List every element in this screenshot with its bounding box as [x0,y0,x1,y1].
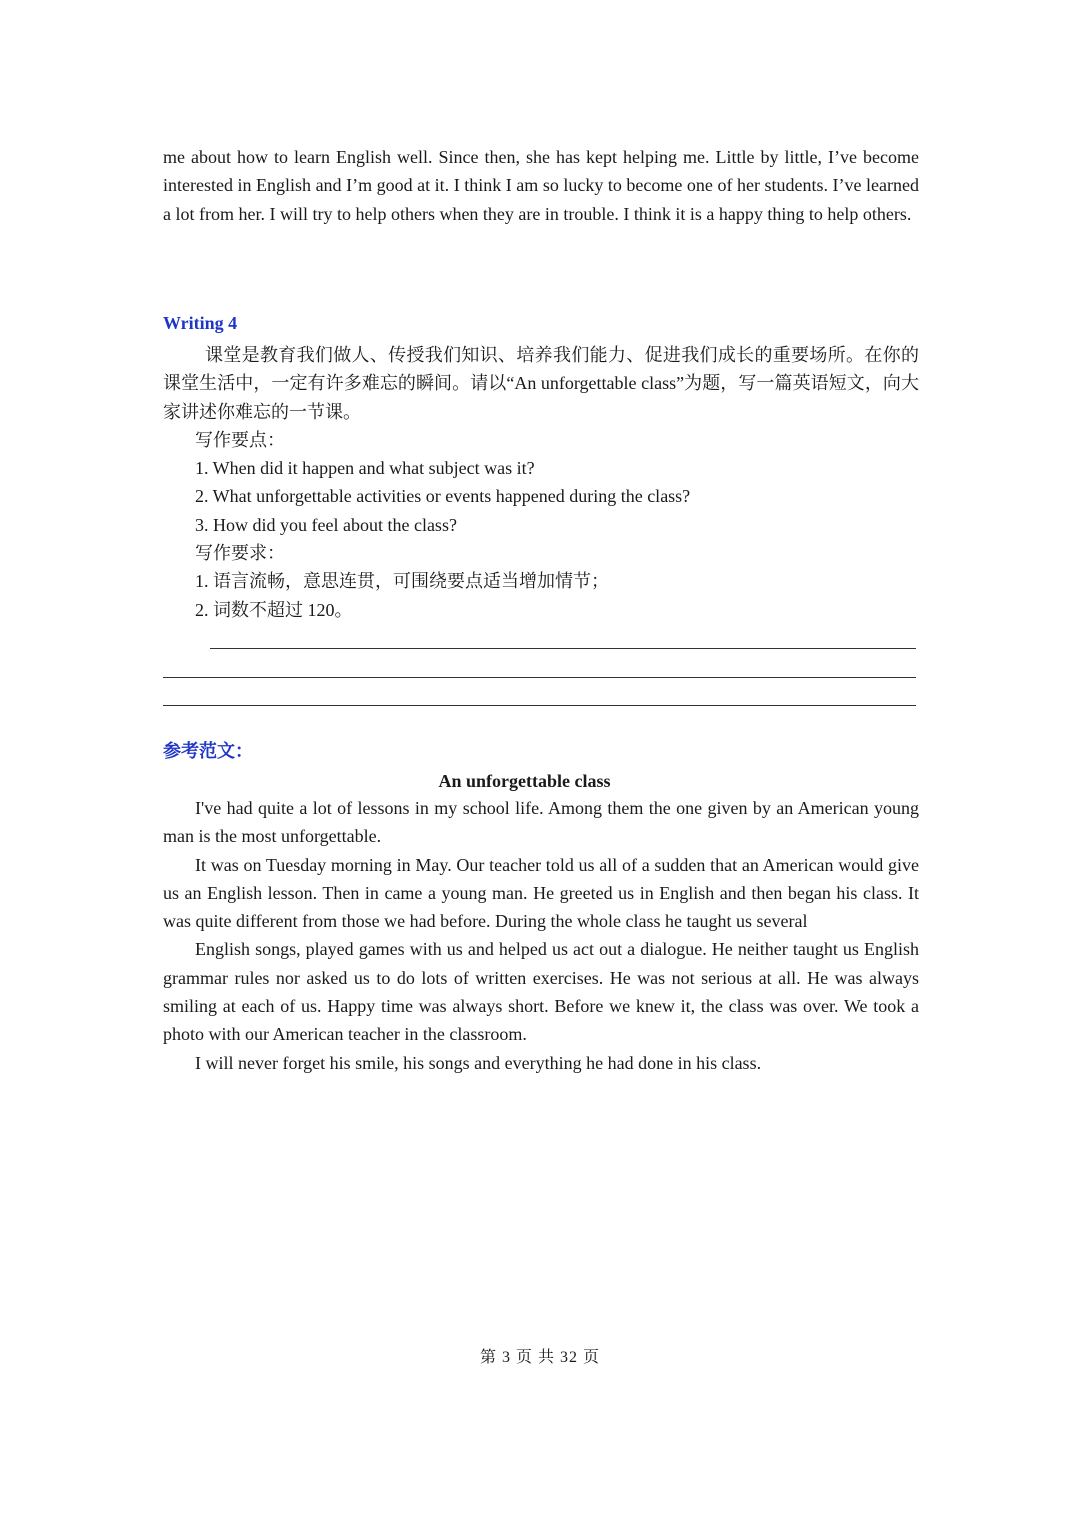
answer-line [163,677,916,678]
requirement-item: 2. 词数不超过 120。 [195,599,353,620]
essay-paragraph: I will never forget his smile, his songs and everything he had done in his class. [195,1052,762,1073]
essay-body [163,794,919,1077]
essay-paragraph: I've had quite a lot of lessons in my school life. Among them the one given by an American young man is the most unforgettable. [163,798,919,847]
writing-heading: Writing 4 [163,313,238,333]
point-item: 3. How did you feel about the class? [195,514,457,535]
essay-paragraph: It was on Tuesday morning in May. Our teacher told us all of a sudden that an American would give us an English lesson. Then in came a young man. He greeted us in English and then began his class. It was quite different from those we had before. During the whole class he taught us several [163,854,919,932]
writing-task-block [163,341,919,624]
intro-text-block [163,143,919,228]
essay-paragraph: English songs, played games with us and helped us act out a dialogue. He neither taught us English grammar rules nor asked us to do lots of written exercises. He was not serious at all. He was always smiling at each of us. Happy time was always short. Before we knew it, the class was over. We took a photo with our American teacher in the classroom. [163,939,919,1045]
reference-heading: 参考范文： [163,741,253,761]
essay-title: An unforgettable class [438,771,611,791]
intro-paragraph: me about how to learn English well. Since then, she has kept helping me. Little by little, I’ve become interested in English and I’m good at it. I think I am so lucky to become one of her students. I’ve learned a lot from her. I will try to help others when they are in trouble. I think it is a happy thing to help others. [163,147,919,224]
points-label: 写作要点： [195,429,285,450]
writing-prompt: 课堂是教育我们做人、传授我们知识、培养我们能力、促进我们成长的重要场所。在你的课堂生活中，一定有许多难忘的瞬间。请以“An unforgettable class”为题，写一篇英语短文，向大家讲述你难忘的一节课。 [163,345,919,422]
point-item: 2. What unforgettable activities or events happened during the class? [195,486,691,507]
answer-line [163,705,916,706]
requirements-label: 写作要求： [195,543,285,564]
page-number-footer: 第 3 页 共 32 页 [479,1349,600,1366]
answer-line [210,648,916,649]
requirement-item: 1. 语言流畅，意思连贯，可围绕要点适当增加情节； [195,571,609,592]
point-item: 1. When did it happen and what subject was it? [195,458,535,479]
